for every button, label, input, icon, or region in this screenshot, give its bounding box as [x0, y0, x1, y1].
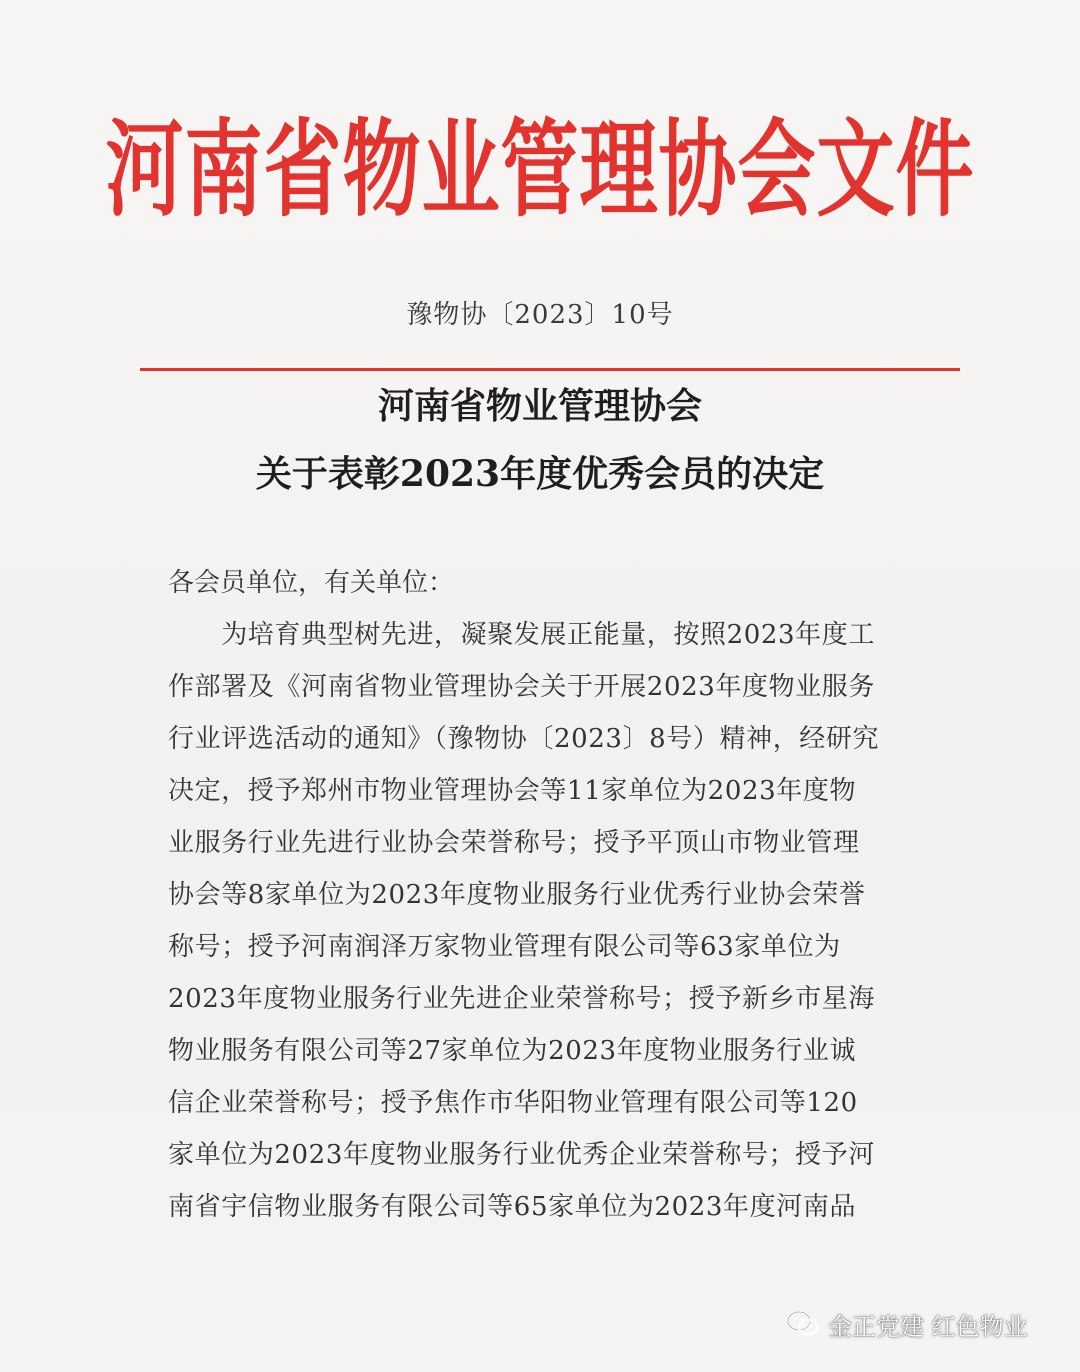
document-number: 豫物协〔2023〕10号 — [406, 300, 674, 330]
salutation: 各会员单位，有关单位： — [168, 568, 455, 598]
decision-title-line1: 河南省物业管理协会 — [377, 385, 702, 427]
wechat-icon — [786, 1309, 820, 1339]
watermark-text: 金正党建 红色物业 — [828, 1312, 1028, 1341]
body-line: 为培育典型树先进，凝聚发展正能量，按照2023年度工 — [168, 620, 875, 650]
body-line: 家单位为2023年度物业服务行业优秀企业荣誉称号；授予河 — [168, 1140, 875, 1170]
body-line: 2023年度物业服务行业先进企业荣誉称号；授予新乡市星海 — [168, 984, 875, 1014]
red-divider — [140, 368, 960, 371]
body-line: 协会等8家单位为2023年度物业服务行业优秀行业协会荣誉 — [168, 880, 866, 910]
body-line: 南省宇信物业服务有限公司等65家单位为2023年度河南品 — [168, 1192, 857, 1222]
body-line: 作部署及《河南省物业管理协会关于开展2023年度物业服务 — [168, 672, 875, 702]
body-line: 称号；授予河南润泽万家物业管理有限公司等63家单位为 — [168, 932, 841, 962]
body-line: 物业服务有限公司等27家单位为2023年度物业服务行业诚 — [168, 1036, 857, 1066]
body-line: 行业评选活动的通知》（豫物协〔2023〕8号）精神，经研究 — [168, 724, 880, 754]
decision-title-line2: 关于表彰2023年度优秀会员的决定 — [255, 453, 825, 495]
document-header-title: 河南省物业管理协会文件 — [105, 109, 975, 232]
body-line: 决定，授予郑州市物业管理协会等11家单位为2023年度物 — [168, 776, 857, 806]
body-line: 信企业荣誉称号；授予焦作市华阳物业管理有限公司等120 — [168, 1088, 858, 1118]
watermark — [786, 1302, 1028, 1346]
body-line: 业服务行业先进行业协会荣誉称号；授予平顶山市物业管理 — [168, 828, 860, 858]
